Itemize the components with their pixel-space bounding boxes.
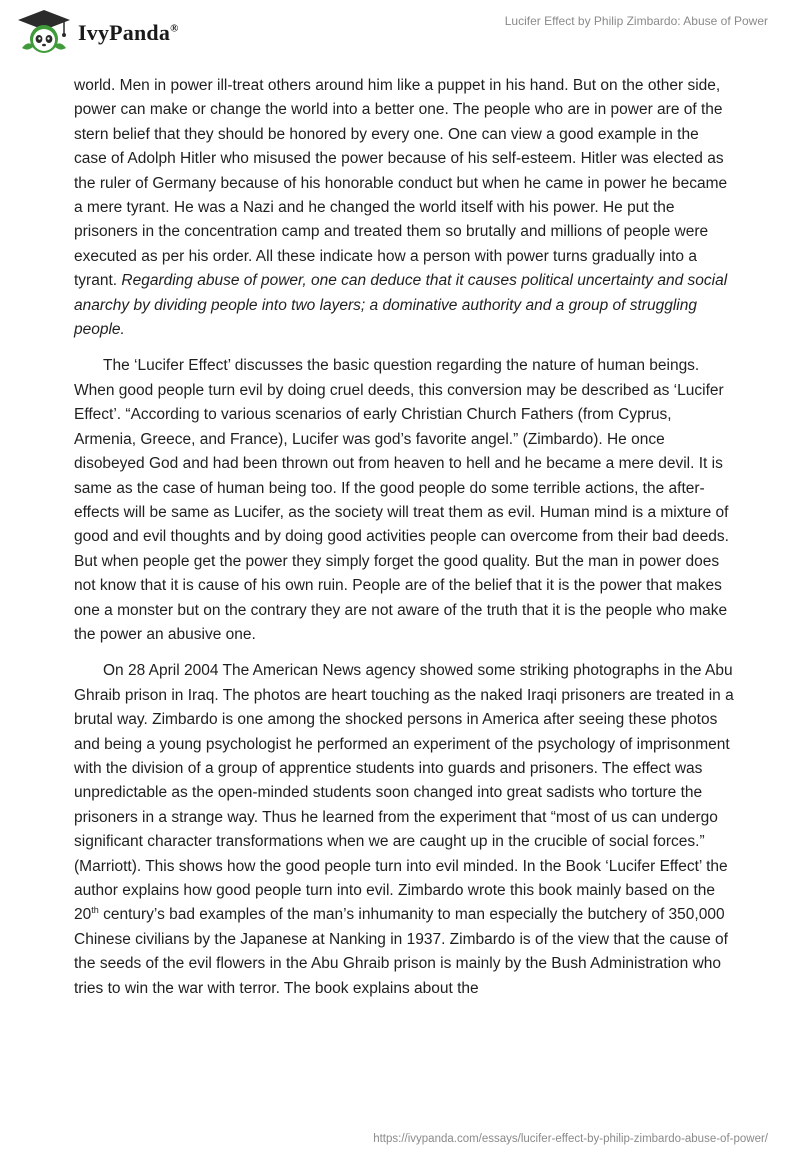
superscript-th: th <box>91 905 99 916</box>
italic-thesis: Regarding abuse of power, one can deduce that it causes political uncertainty and social anarchy by dividing people into two layers; a dominative authority and a group of struggling people. <box>74 272 728 339</box>
document-title: Lucifer Effect by Philip Zimbardo: Abuse of Power <box>504 14 768 28</box>
paragraph-1: world. Men in power ill-treat others around him like a puppet in his hand. But on the other side, power can make or change the world into a better one. The people who are in power are of the stern belief that they should be honored by every one. One can view a good example in the case of Adolph Hitler who misused the power because of his self-esteem. Hitler was elected as the ruler of Germany because of his honorable conduct but when he came in power he became a mere tyrant. He was a Nazi and he changed the world itself with his power. He put the prisoners in the concentration camp and treated them so brutally and millions of people were executed as per his order. All these indicate how a person with power turns gradually into a tyrant. Regarding abuse of power, one can deduce that it causes political uncertainty and social anarchy by dividing people into two layers; a dominative authority and a group of struggling people. <box>74 77 728 339</box>
source-url-link[interactable]: https://ivypanda.com/essays/lucifer-effect-by-philip-zimbardo-abuse-of-power/ <box>373 1133 768 1145</box>
brand-name[interactable]: IvyPanda® <box>78 20 179 45</box>
ivypanda-logo-icon <box>14 8 74 56</box>
essay-body <box>74 74 734 1013</box>
paragraph-2: The ‘Lucifer Effect’ discusses the basic question regarding the nature of human beings. When good people turn evil by doing cruel deeds, this conversion may be described as ‘Lucifer Effect’. “According to various scenarios of early Christian Church Fathers (from Cyprus, Armenia, Greece, and France), Lucifer was god’s favorite angel.” (Zimbardo). He once disobeyed God and had been thrown out from heaven to hell and he became a mere devil. It is same as the case of human being too. If the good people do some terrible actions, the after-effects will be same as Lucifer, as the society will treat them as evil. Human mind is a mixture of good and evil thoughts and by doing good activities people can overcome from their bad deeds. But when people get the power they simply forget the good quality. But the man in power does not know that it is cause of his own ruin. People are of the belief that it is the power that makes one a monster but on the contrary they are not aware of the truth that it is the people who make the power an abusive one. <box>74 357 729 643</box>
page-header <box>0 0 800 64</box>
paragraph-3: On 28 April 2004 The American News agency showed some striking photographs in the Abu Ghraib prison in Iraq. The photos are heart touching as the naked Iraqi prisoners are treated in a brutal way. Zimbardo is one among the shocked persons in America after seeing these photos and being a young psychologist he performed an experiment of the psychology of imprisonment with the division of a group of apprentice students into guards and prisoners. The effect was unpredictable as the open-minded students soon changed into great sadists who torture the prisoners in a strange way. Thus he learned from the experiment that “most of us can undergo significant character transformations when we are caught up in the crucible of social forces.” (Marriott). This shows how the good people turn into evil minded. In the Book ‘Lucifer Effect’ the author explains how good people turn into evil. Zimbardo wrote this book mainly based on the 20th century’s bad examples of the man’s inhumanity to man especially the butchery of 350,000 Chinese civilians by the Japanese at Nanking in 1937. Zimbardo is of the view that the cause of the seeds of the evil flowers in the Abu Ghraib prison is mainly by the Bush Administration who tries to win the war with terror. The book explains about the <box>74 662 734 997</box>
